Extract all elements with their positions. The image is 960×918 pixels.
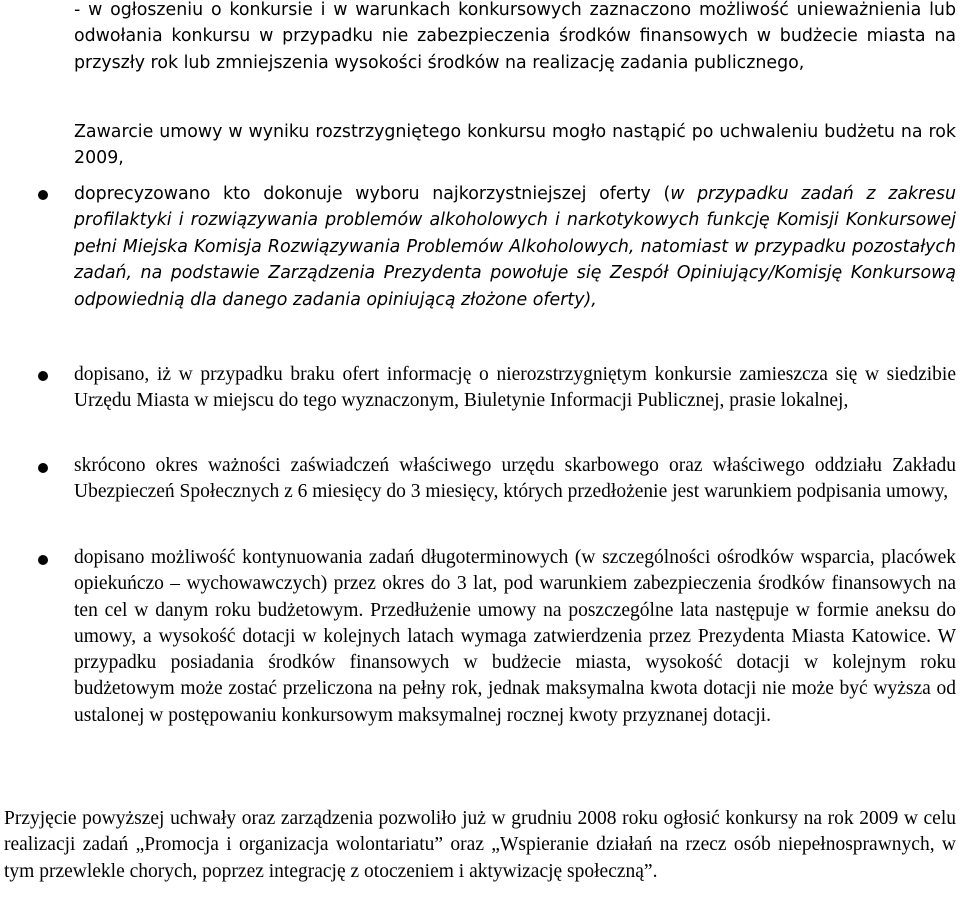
- paragraph-bullet-1: [74, 181, 956, 313]
- bullet-icon: [38, 463, 48, 473]
- paragraph-bullet-4: dopisano możliwość kontynuowania zadań długoterminowych (w szczególności ośrodków wsparcia, placówek opiekuńczo – wychowawczych) przez okres do 3 lat, pod warunkiem zabezpieczenia środków finansowych na ten cel w danym roku budżetowym. Przedłużenie umowy na poszczególne lata następuje w formie aneksu do umowy, a wysokość dotacji w kolejnych latach wymaga zatwierdzenia przez Prezydenta Miasta Katowice. W przypadku posiadania środków finansowych w budżecie miasta, wysokość dotacji w kolejnym roku budżetowym może zostać przeliczona na pełny rok, jednak maksymalna kwota dotacji nie może być wyższa od ustalonej w postępowaniu konkursowym maksymalnej rocznej kwoty przyznanej dotacji.: [74, 547, 956, 726]
- bullet-icon: [38, 555, 48, 565]
- bullet-icon: [38, 371, 48, 381]
- paragraph-contract: Zawarcie umowy w wyniku rozstrzygniętego konkursu mogło nastąpić po uchwaleniu budżetu na rok 2009,: [74, 122, 956, 169]
- paragraph-dash-item: - w ogłoszeniu o konkursie i w warunkach konkursowych zaznaczono możliwość unieważnienia lub odwołania konkursu w przypadku nie zabezpieczenia środków finansowych w budżecie miasta na przyszły rok lub zmniejszenia wysokości środków na realizację zadania publicznego,: [74, 0, 956, 73]
- paragraph-bullet-2: dopisano, iż w przypadku braku ofert informację o nierozstrzygniętym konkursie zamieszcza się w siedzibie Urzędu Miasta w miejscu do tego wyznaczonym, Biuletynie Informacji Publicznej, prasie lokalnej,: [74, 364, 956, 412]
- bullet-1-italic: w przypadku zadań z zakresu profilaktyki i rozwiązywania problemów alkoholowych i narkotykowych funkcję Komisji Konkursowej pełni Miejska Komisja Rozwiązywania Problemów Alkoholowych, natomiast w przypadku pozostałych zadań, na podstawie Zarządzenia Prezydenta powołuje się Zespół Opiniujący/Komisję Konkursową odpowiednią dla danego zadania opiniującą złożone oferty),: [74, 184, 956, 310]
- bullet-1-lead: doprecyzowano kto dokonuje wyboru najkorzystniejszej oferty (: [74, 184, 671, 204]
- paragraph-bullet-3: skrócono okres ważności zaświadczeń właściwego urzędu skarbowego oraz właściwego oddziału Zakładu Ubezpieczeń Społecznych z 6 miesięcy do 3 miesięcy, których przedłożenie jest warunkiem podpisania umowy,: [74, 455, 956, 503]
- bullet-icon: [38, 190, 48, 200]
- paragraph-closing: Przyjęcie powyższej uchwały oraz zarządzenia pozwoliło już w grudniu 2008 roku ogłosić konkursy na rok 2009 w celu realizacji zadań „Promocja i organizacja wolontariatu” oraz „Wspieranie działań na rzecz osób niepełnosprawnych, w tym przewlekle chorych, poprzez integrację z otoczeniem i aktywizację społeczną”.: [4, 808, 956, 882]
